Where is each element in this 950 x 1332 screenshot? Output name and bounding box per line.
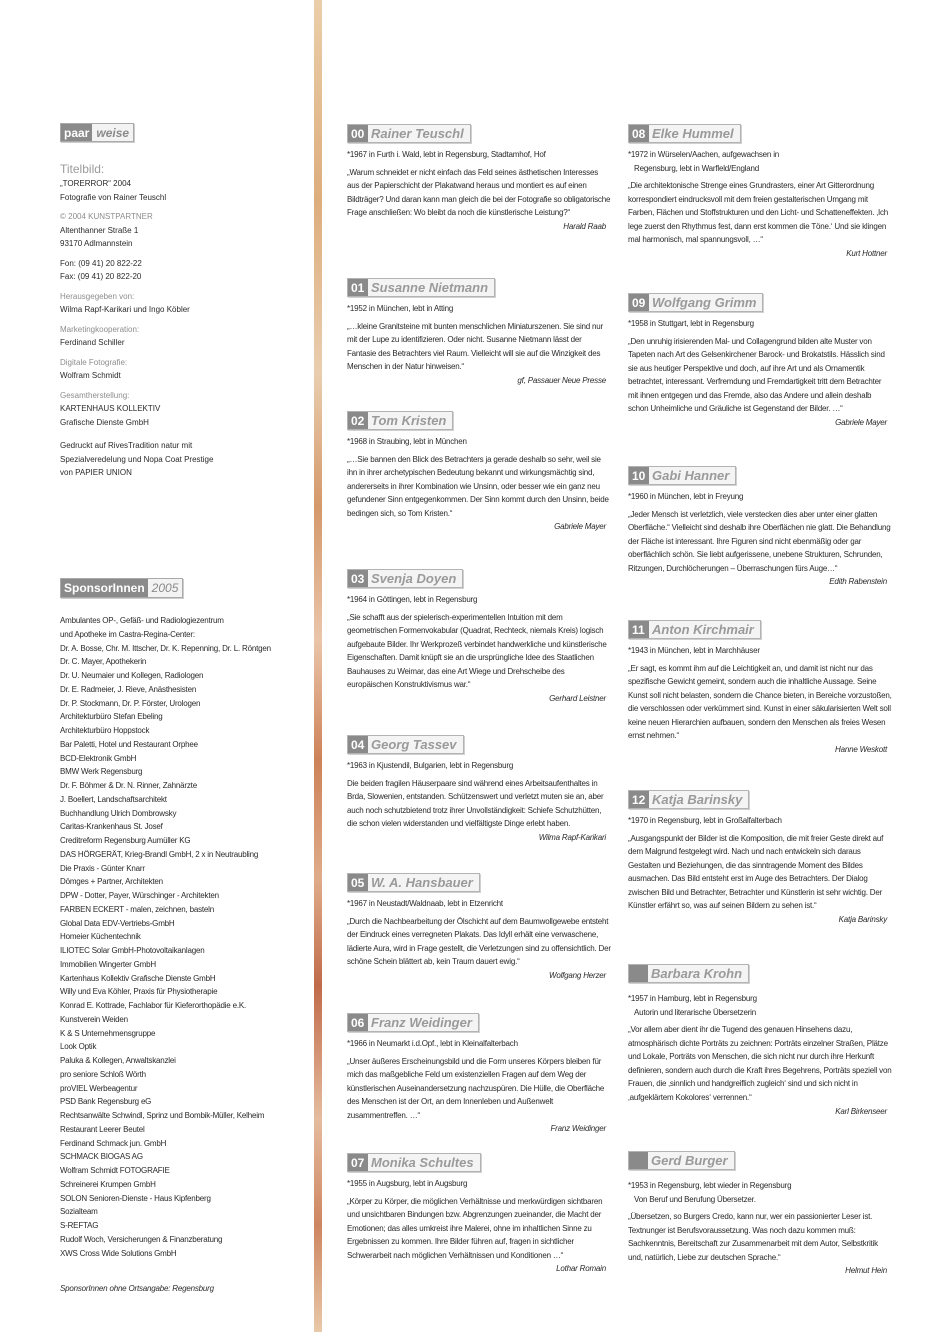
- artist-heading: [628, 620, 761, 639]
- artist-heading: [347, 411, 453, 430]
- artist-name: Barbara Krohn: [651, 966, 743, 981]
- artist-number: 04: [348, 736, 368, 753]
- artist-number: 07: [348, 1154, 368, 1171]
- artist-name: W. A. Hansbauer: [371, 875, 473, 890]
- artist-quote: „Die architektonische Strenge eines Grundrasters, einer Art Gitterordnung korrespondiert eindrucksvoll mit dem freien gestalterischen Umgang mit Farben, Flächen und Stoffstrukturen und den Licht- und Schatteneffekten. ‚Ich lege zuerst den Rhythmus fest, dann erst kommen die Töne.‘ Und sie klingen mal harmonisch, mal spannungsvoll, …“: [628, 181, 889, 245]
- sponsor-item: pro seniore Schloß Wörth: [60, 1069, 146, 1079]
- sponsor-item: Dr. E. Radmeier, J. Rieve, Anästhesisten: [60, 684, 197, 694]
- artist-heading: [628, 964, 749, 983]
- artist-quote: „Warum schneidet er nicht einfach das Feld seines ästhetischen Interesses aus der Papierschicht der Plakatwand heraus und montiert es auf einen Bildträger? Und daran kann man gleich die bei der Fotografie so obligatorische Frage anschließen: Wo bleibt da noch die künstlerische Leistung?“: [347, 167, 611, 218]
- artist-bio: [347, 759, 612, 773]
- quote-author: Gerhard Leistner: [549, 694, 606, 704]
- quote-author: Gabriele Mayer: [554, 522, 606, 532]
- artist-entry: [347, 278, 612, 385]
- artist-bio-line: *1968 in Straubing, lebt in München: [347, 437, 467, 446]
- artist-bio-line: *1953 in Regensburg, lebt wieder in Regensburg: [628, 1181, 792, 1190]
- paarweise-logo: [60, 123, 134, 142]
- artist-name: Gabi Hanner: [652, 468, 730, 483]
- artist-quote: „Den unruhig irisierenden Mal- und Collagengrund bilden alte Muster von Tapeten nach Art des Gelsenkirchener Barock- und Brokatstils. Hässlich sind sie aus heutiger Perspektive und doch, auf ihre Art und als Ornamentik betrachtet, interessant. Verfremdung und Fremdartigkeit tritt dem Betrachter mit ihnen entgegen und das Fremde, also das Andere und allein deshalb schon Unheimliche und Gräuliche ist Gegenstand der Bilder. …“: [628, 336, 885, 414]
- artist-entry: [628, 466, 893, 586]
- sponsor-item: Paluka & Kollegen, Anwaltskanzlei: [60, 1056, 176, 1065]
- sponsor-item: BMW Werk Regensburg: [60, 767, 143, 777]
- sponsor-item: Immobilien Wingerter GmbH: [60, 959, 156, 969]
- artist-bio: [628, 490, 893, 504]
- sponsor-item: Look Optik: [60, 1042, 97, 1052]
- quote-author: Franz Weidinger: [550, 1124, 606, 1134]
- sponsor-item: Rudolf Woch, Versicherungen & Finanzberatung: [60, 1234, 223, 1244]
- sponsor-item: DPW - Dotter, Payer, Würschinger - Architekten: [60, 891, 219, 900]
- artist-number: 00: [348, 125, 368, 142]
- artist-quote: Die beiden fragilen Häuserpaare sind während eines Arbeitsaufenthaltes in Brda, Slowenien, entstanden. Schützenswert und verletzt muten sie an, aber auch noch schutzbietend trotz ihrer Unvollständigkeit: Schiefe Schutzhütten, die schon vielen widerstanden und vielfältigste Dinge erlebt haben.: [347, 778, 604, 829]
- artist-bio: [347, 897, 612, 911]
- artist-number: 12: [629, 791, 649, 808]
- photography-value: Wolfram Schmidt: [60, 371, 121, 380]
- sponsor-item: Global Data EDV-Vertriebs-GmbH: [60, 918, 175, 928]
- quote-author: Wilma Rapf-Karikari: [538, 832, 606, 842]
- imprint: [60, 162, 310, 480]
- artist-quote: „Unser äußeres Erscheinungsbild und die Form unseres Körpers bleiben für mich das maßgebliche Feld um existenziellen Fragen auf dem Weg der künstlerischen Auseinandersetzung nachzuspüren. Die Hülle, die Oberfläche des Menschen ist der Ort, an dem Innenleben und Außenwelt zusammentreffen. …“: [347, 1056, 605, 1120]
- artist-quote: „…Sie bannen den Blick des Betrachters ja gerade deshalb so sehr, weil sie ihn in ihrer archetypischen Bedeutung bekannt und wirkungsmächtig sind, andererseits in ihrer Kombination wie Unsinn, oder besser wie ein ganz neu gefundener Sinn entgegenkommen. Der Sinn kommt durch den Unsinn, beide bedingen sich, so Tom Kristen.“: [347, 454, 609, 518]
- quote-author: Wolfgang Herzer: [548, 970, 606, 980]
- artist-number: 10: [629, 467, 649, 484]
- artist-name: Gerd Burger: [651, 1153, 728, 1168]
- publisher-label: Herausgegeben von:: [60, 291, 135, 301]
- artist-number: [629, 965, 648, 982]
- artist-bio: [628, 317, 893, 331]
- sponsor-item: Dr. A. Bosse, Chr. M. Ittscher, Dr. K. Repenning, Dr. L. Röntgen: [60, 643, 271, 653]
- artist-heading: [628, 466, 736, 485]
- quote-author: Katja Barinsky: [838, 915, 887, 925]
- artist-bio: [347, 302, 612, 316]
- artist-bio-line: *1943 in München, lebt in Marchhäuser: [628, 646, 760, 655]
- artist-name: Anton Kirchmair: [652, 622, 754, 637]
- phone: Fon: (09 41) 20 822-22: [60, 258, 142, 268]
- artist-bio: [347, 435, 612, 449]
- sponsor-item: Sozialteam: [60, 1207, 98, 1217]
- sponsors-heading-b: 2005: [148, 579, 183, 597]
- artist-entry: [628, 620, 893, 754]
- artist-bio: [347, 148, 612, 162]
- sponsor-item: Rechtsanwälte Schwindl, Sprinz und Bombik-Müller, Kelheim: [60, 1111, 265, 1120]
- artist-number: 02: [348, 412, 368, 429]
- sponsor-item: und Apotheke im Castra-Regina-Center:: [60, 629, 195, 639]
- quote-author: Helmut Hein: [845, 1266, 887, 1276]
- artist-name: Katja Barinsky: [652, 792, 743, 807]
- address-line: Altenthanner Straße 1: [60, 225, 139, 235]
- sponsor-item: XWS Cross Wide Solutions GmbH: [60, 1248, 177, 1258]
- sponsor-item: Buchhandlung Ulrich Dombrowsky: [60, 808, 177, 818]
- artist-quote: „…kleine Granitsteine mit bunten menschlichen Miniaturszenen. Sie sind nur mit der Lupe zu identifizieren. Oder nicht. Susanne Nietmann lässt der Fantasie des Betrachters viel Raum. Vielleicht will sie auf die Winzigkeit des Menschen in der Natur hinweisen.“: [347, 321, 604, 372]
- artist-name: Tom Kristen: [371, 413, 447, 428]
- sponsors-footer: SponsorInnen ohne Ortsangabe: Regensburg: [60, 1284, 214, 1293]
- artist-entry: [347, 1013, 612, 1133]
- imprint-sidebar: [0, 0, 315, 1332]
- artist-bio: [347, 593, 612, 607]
- artist-heading: [628, 124, 741, 143]
- sponsor-item: S-REFTAG: [60, 1221, 99, 1230]
- titelbild-heading: Titelbild:: [60, 162, 105, 176]
- artist-bio: [628, 644, 893, 658]
- artist-entry: [628, 124, 893, 258]
- artist-entry: [347, 569, 612, 703]
- sponsors-heading-a: SponsorInnen: [61, 579, 148, 597]
- artist-name: Georg Tassev: [371, 737, 457, 752]
- sponsor-item: K & S Unternehmensgruppe: [60, 1028, 156, 1038]
- artist-bio: [628, 814, 893, 828]
- sponsor-item: Die Praxis - Günter Knarr: [60, 863, 145, 873]
- artist-heading: [347, 124, 471, 143]
- artist-name: Monika Schultes: [371, 1155, 474, 1170]
- artist-bio: [628, 992, 893, 1019]
- artist-name: Elke Hummel: [652, 126, 734, 141]
- artist-number: 03: [348, 570, 368, 587]
- production-label: Gesamtherstellung:: [60, 390, 130, 400]
- production-value: KARTENHAUS KOLLEKTIV: [60, 404, 161, 413]
- quote-author: Edith Rabenstein: [829, 577, 887, 587]
- logo-part-a: paar: [61, 124, 92, 141]
- quote-author: Kurt Hottner: [846, 248, 887, 258]
- artist-entry: [347, 1153, 612, 1273]
- artist-bio: [347, 1177, 612, 1191]
- fax: Fax: (09 41) 20 822-20: [60, 272, 142, 281]
- artist-quote: „Jeder Mensch ist verletzlich, viele verstecken dies aber unter einer glatten Oberfläche.“ Vielleicht sind deshalb ihre Oberflächen nie glatt. Die Behandlung der Fläche ist interessant. Ihre Figuren sind nicht ebenmäßig oder gar oberflächlich schön. Sie liebt aufgerissene, unebene Strukturen, Schrunden, Ritzungen, Durchlöcherungen – Überraschungen fürs Auge…“: [628, 509, 891, 573]
- artist-quote: „Körper zu Körper, die möglichen Verhältnisse und merkwürdigen sichtbaren und unsichtbaren Bindungen bzw. Abgrenzungen zueinander, die Macht der Emotionen; das alles umkreist ihre Malerei, ohne im inhaltlichen Sinne zu Ergebnissen zu kommen. Ihre Bilder führen auf, fragen in sichtlicher Schwerarbeit nach möglichen Verhältnissen und Konditionen …“: [347, 1196, 603, 1260]
- artist-entry: [628, 1151, 893, 1275]
- artist-bio-line: *1958 in Stuttgart, lebt in Regensburg: [628, 319, 754, 328]
- artist-quote: „Durch die Nachbearbeitung der Ölschicht auf dem Baumwollgewebe entsteht der Eindruck eines verregneten Plakats. Das Idyll erhält eine verwaschene, lädierte Aura, wird in Frage gestellt, die Verletzungen sind zu offensichtlich. Der schöne Schein blättert ab, kein Traum dauert ewig.“: [347, 916, 611, 967]
- sponsor-item: Bar Paletti, Hotel und Restaurant Orphee: [60, 739, 198, 749]
- sponsor-item: BCD-Elektronik GmbH: [60, 753, 137, 763]
- artist-bio-line: *1966 in Neumarkt i.d.Opf., lebt in Kleinalfalterbach: [347, 1039, 518, 1048]
- artist-number: 08: [629, 125, 649, 142]
- sponsor-item: Dr. P. Stockmann, Dr. P. Förster, Urologen: [60, 698, 201, 708]
- artist-bio-line: Von Beruf und Berufung Übersetzer.: [634, 1194, 756, 1204]
- artist-name: Franz Weidinger: [371, 1015, 472, 1030]
- imprint-line: „TORERROR“ 2004: [60, 179, 131, 188]
- artist-bio: [347, 1037, 612, 1051]
- artist-heading: [347, 278, 495, 297]
- artist-heading: [347, 1153, 481, 1172]
- sponsor-item: Dr. U. Neumaier und Kollegen, Radiologen: [60, 671, 204, 680]
- artist-number: 11: [629, 621, 649, 638]
- quote-author: Lothar Romain: [556, 1264, 606, 1274]
- artist-heading: [347, 735, 464, 754]
- artist-entry: [628, 293, 893, 427]
- artist-heading: [347, 873, 480, 892]
- sponsor-item: PSD Bank Regensburg eG: [60, 1097, 152, 1107]
- sponsor-item: DAS HÖRGERÄT, Krieg-Brandl GmbH, 2 x in Neutraubling: [60, 849, 259, 859]
- artist-name: Susanne Nietmann: [371, 280, 489, 295]
- production-value: Grafische Dienste GmbH: [60, 417, 149, 427]
- artist-bio: [628, 148, 893, 175]
- artist-name: Svenja Doyen: [371, 571, 457, 586]
- artist-bio-line: *1952 in München, lebt in Atting: [347, 304, 454, 313]
- sponsor-item: Schreinerei Krumpen GmbH: [60, 1179, 156, 1189]
- quote-author: Gabriele Mayer: [835, 418, 887, 428]
- print-line: Gedruckt auf RivesTradition natur mit: [60, 441, 193, 450]
- artist-heading: [628, 1151, 735, 1170]
- artist-quote: „Vor allem aber dient ihr die Tugend des genauen Hinsehens dazu, atmosphärisch dichte Porträts zu zeichnen: Porträts einzelner Straßen, Plätze und Lokale, Porträts von Menschen, die sich nicht nur durch ihre Herkunft definieren, sondern auch durch die Kraft ihres Begehrens, Porträts speziell von Frauen, die ‚sinnlich und handgreiflich zugleich‘ sind und sich nicht in ‚aufgeklärtem Kokolores‘ verrennen.“: [628, 1025, 892, 1102]
- sponsor-item: Kartenhaus Kollektiv Grafische Dienste GmbH: [60, 973, 216, 983]
- quote-author: gf, Passauer Neue Presse: [517, 375, 606, 385]
- sponsor-item: Architekturbüro Hoppstock: [60, 726, 150, 735]
- imprint-line: Fotografie von Rainer Teuschl: [60, 192, 167, 202]
- artist-heading: [628, 790, 749, 809]
- quote-author: Harald Raab: [563, 221, 606, 231]
- sponsor-item: Willy und Eva Köhler, Praxis für Physiotherapie: [60, 987, 218, 997]
- artist-bio-line: *1972 in Würselen/Aachen, aufgewachsen in: [628, 150, 780, 159]
- sponsor-item: Dr. C. Mayer, Apothekerin: [60, 657, 147, 667]
- artist-quote: „Er sagt, es kommt ihm auf die Leichtigkeit an, und damit ist nicht nur das spezifische Gewicht gemeint, sondern auch die inhaltliche Aussage. Seine Kunst soll nicht belasten, sondern die Chance bieten, in Bereiche vorzustoßen, die verschlossen oder verkümmert sind. Kunst in einer säkularisierten Welt soll keine neuen Hierarchien aufbauen, sondern den Menschen als freies Wesen ernst nehmen.“: [628, 663, 892, 741]
- artist-quote: „Übersetzen, so Burgers Credo, kann nur, wer ein passionierter Leser ist. Textnunger ist Berufsvoraussetzung. Was noch dazu kommen muß: Sachkenntnis, Bereitschaft zur Zusammenarbeit mit dem Autor, Selbstkritik und, natürlich, Liebe zur deutschen Sprache.“: [628, 1212, 878, 1262]
- artist-quote: „Sie schafft aus der spielerisch-experimentellen Intuition mit dem geometrischen Formenvokabular (Quadrat, Rechteck, niemals Kreis) logisch aufgebaute Bilder. Ihr Werkprozeß verbindet handwerkliche und künstlerische Eigenschaften. Damit knüpft sie an die ursprüngliche Idee des Staatlichen Bauhauses zu Weimar, das eine Art Wiege und Drehscheibe des europäischen Konstruktivismus war.“: [347, 612, 607, 690]
- sponsor-item: proVIEL Werbeagentur: [60, 1083, 138, 1093]
- artist-number: 09: [629, 294, 649, 311]
- artist-entry: [628, 790, 893, 924]
- sponsor-item: J. Boellert, Landschaftsarchitekt: [60, 794, 167, 804]
- artist-heading: [347, 569, 463, 588]
- artist-bio-line: Autorin und literarische Übersetzerin: [634, 1007, 756, 1017]
- artist-number: 01: [348, 279, 368, 296]
- artist-bio-line: *1957 in Hamburg, lebt in Regensburg: [628, 994, 757, 1003]
- copyright: © 2004 KUNSTPARTNER: [60, 212, 153, 221]
- artist-bio-line: *1967 in Furth i. Wald, lebt in Regensburg, Stadtamhof, Hof: [347, 150, 546, 159]
- print-line: von PAPIER UNION: [60, 468, 132, 477]
- sponsor-item: Dömges + Partner, Architekten: [60, 877, 163, 887]
- sponsor-item: Konrad E. Kottrade, Fachlabor für Kieferorthopädie e.K.: [60, 1001, 247, 1010]
- sponsor-item: SOLON Senioren-Dienste - Haus Kipfenberg: [60, 1193, 211, 1203]
- logo-part-b: weise: [92, 124, 133, 141]
- artist-bio-line: *1955 in Augsburg, lebt in Augsburg: [347, 1179, 468, 1188]
- artist-entry: [628, 964, 893, 1116]
- sponsor-item: Ferdinand Schmack jun. GmbH: [60, 1138, 167, 1148]
- marketing-value: Ferdinand Schiller: [60, 338, 125, 347]
- sponsor-item: Kunstverein Weiden: [60, 1014, 128, 1024]
- artist-bio-line: *1960 in München, lebt in Freyung: [628, 492, 744, 501]
- artist-entry: [347, 873, 612, 980]
- sponsor-item: Dr. F. Böhmer & Dr. N. Rinner, Zahnärzte: [60, 781, 197, 790]
- artist-bio: [628, 1179, 893, 1206]
- address-line: 93170 Adlmannstein: [60, 239, 133, 248]
- sponsor-list: [60, 614, 310, 1260]
- sponsor-item: Ambulantes OP-, Gefäß- und Radiologiezentrum: [60, 616, 224, 625]
- artist-bio-line: *1964 in Göttingen, lebt in Regensburg: [347, 595, 478, 604]
- artist-name: Wolfgang Grimm: [652, 295, 757, 310]
- print-line: Spezialveredelung und Nopa Coat Prestige: [60, 454, 214, 464]
- decorative-stripe: [314, 0, 322, 1332]
- artist-number: 06: [348, 1014, 368, 1031]
- photography-label: Digitale Fotografie:: [60, 357, 128, 367]
- artist-bio-line: *1967 in Neustadt/Waldnaab, lebt in Etzenricht: [347, 899, 503, 908]
- sponsor-item: Caritas-Krankenhaus St. Josef: [60, 822, 163, 832]
- artist-heading: [347, 1013, 479, 1032]
- artist-entry: [347, 124, 612, 231]
- sponsor-item: Restaurant Leerer Beutel: [60, 1124, 145, 1134]
- artist-number: 05: [348, 874, 368, 891]
- sponsors-heading: [60, 578, 183, 598]
- sponsor-item: FARBEN ECKERT - malen, zeichnen, basteln: [60, 904, 215, 914]
- sponsor-item: Architekturbüro Stefan Ebeling: [60, 712, 163, 722]
- artist-number: [629, 1152, 648, 1169]
- publisher-value: Wilma Rapf-Karikari und Ingo Köbler: [60, 305, 190, 314]
- sponsor-item: Homeier Küchentechnik: [60, 932, 141, 942]
- artist-entry: [347, 411, 612, 531]
- sponsor-item: Creditreform Regensburg Aumüller KG: [60, 836, 191, 845]
- quote-author: Hanne Weskott: [835, 745, 887, 755]
- artist-entry: [347, 735, 612, 842]
- artist-bio-line: *1963 in Kjustendil, Bulgarien, lebt in Regensburg: [347, 761, 514, 770]
- sponsor-item: SCHMACK BIOGAS AG: [60, 1152, 143, 1162]
- quote-author: Karl Birkenseer: [835, 1106, 887, 1116]
- sponsor-item: Wolfram Schmidt FOTOGRAFIE: [60, 1166, 170, 1175]
- artist-heading: [628, 293, 763, 312]
- marketing-label: Marketingkooperation:: [60, 324, 140, 334]
- artist-quote: „Ausgangspunkt der Bilder ist die Komposition, die mit freier Geste direkt auf dem Malgrund festgelegt wird. Nach und nach entwickeln sich daraus Gestalten und Beziehungen, die das sinntragende Moment des Bildes ausmachen. Das Bild entsteht erst im Auge des Betrachters. Der Dialog zwischen Bild und Betrachter, Betrachter und Künstlerin ist sehr wichtig. Der Künstler erfährt so, was auf seinen Bildern zu sehen ist.“: [628, 833, 884, 911]
- artist-bio-line: *1970 in Regensburg, lebt in Großalfalterbach: [628, 816, 782, 825]
- artist-name: Rainer Teuschl: [371, 126, 464, 141]
- sponsor-item: ILIOTEC Solar GmbH-Photovoltaikanlagen: [60, 946, 205, 955]
- artist-bio-line: Regensburg, lebt in Warfleld/England: [634, 163, 760, 173]
